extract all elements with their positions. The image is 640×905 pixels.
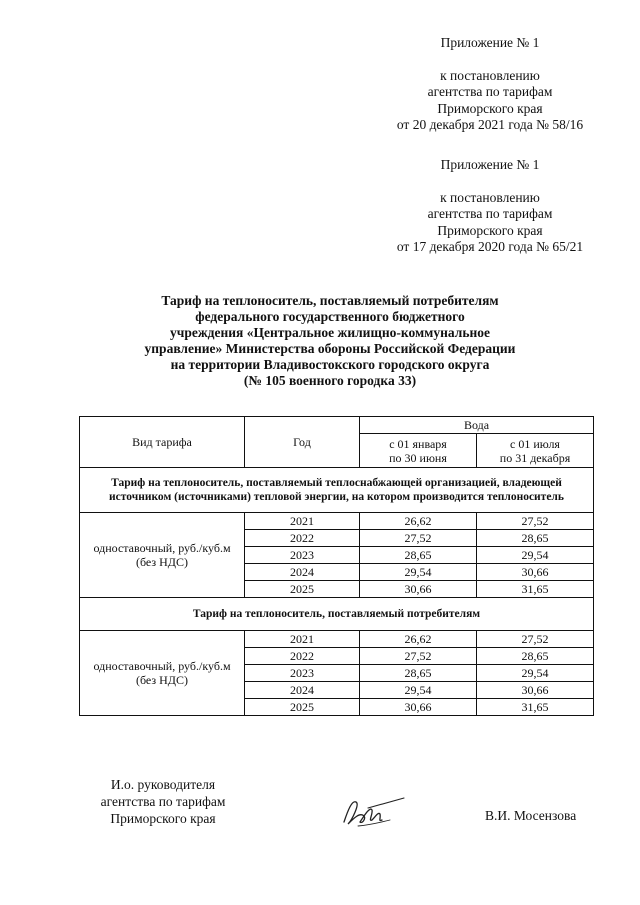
document-title [110, 293, 550, 389]
value-cell: 27,52 [477, 513, 594, 530]
year-cell: 2022 [245, 530, 360, 547]
value-cell: 29,54 [477, 547, 594, 564]
header-kind: Вид тарифа [80, 417, 245, 468]
appendix-line: к постановлению [440, 189, 540, 205]
role-line: Приморского края [110, 811, 216, 826]
section-title-row [80, 598, 594, 631]
appendix-line: Приморского края [437, 100, 543, 116]
period-1-end: по 30 июня [389, 450, 447, 465]
appendix-line: от 17 декабря 2020 года № 65/21 [396, 239, 584, 254]
period-1-start: с 01 января [389, 436, 447, 451]
title-line: управление» Министерства обороны Российской Федерации [144, 341, 516, 356]
section-title-row [80, 468, 594, 513]
appendix-line: агентства по тарифам [427, 206, 553, 221]
tariff-kind-line: одноставочный, руб./куб.м [93, 541, 231, 555]
tariff-kind-line: одноставочный, руб./куб.м [93, 659, 231, 673]
appendix-line: Приморского края [437, 222, 543, 238]
value-cell: 30,66 [477, 564, 594, 581]
year-cell: 2023 [245, 547, 360, 564]
table-row [80, 513, 594, 530]
value-cell: 26,62 [360, 631, 477, 648]
table-header-row [80, 417, 594, 434]
year-cell: 2025 [245, 699, 360, 716]
appendix-line: к постановлению [440, 67, 540, 83]
year-cell: 2023 [245, 665, 360, 682]
title-line: (№ 105 военного городка 33) [243, 373, 417, 388]
header-year: Год [245, 417, 360, 468]
value-cell: 30,66 [477, 682, 594, 699]
title-line: на территории Владивостокского городского округа [170, 357, 490, 372]
table-row [80, 631, 594, 648]
year-cell: 2022 [245, 648, 360, 665]
appendix-title: Приложение № 1 [440, 35, 540, 50]
year-cell: 2024 [245, 564, 360, 581]
tariff-kind-line: (без НДС) [135, 673, 188, 687]
value-cell: 29,54 [477, 665, 594, 682]
value-cell: 29,54 [360, 564, 477, 581]
value-cell: 27,52 [360, 648, 477, 665]
role-line: И.о. руководителя [110, 777, 216, 792]
tariff-kind [80, 513, 245, 598]
value-cell: 31,65 [477, 581, 594, 598]
appendix-line: агентства по тарифам [427, 84, 553, 99]
title-line: Тариф на теплоноситель, поставляемый потребителям [161, 293, 499, 308]
tariff-table [79, 416, 594, 716]
year-cell: 2025 [245, 581, 360, 598]
appendix-block-1 [380, 35, 600, 134]
value-cell: 26,62 [360, 513, 477, 530]
value-cell: 30,66 [360, 699, 477, 716]
signatory-role [88, 776, 238, 827]
section-title: Тариф на теплоноситель, поставляемый теплоснабжающей организацией, владеющей источником (источниками) тепловой энергии, на котором производится теплоноситель [80, 468, 594, 513]
value-cell: 28,65 [360, 665, 477, 682]
title-line: учреждения «Центральное жилищно-коммунальное [170, 325, 490, 340]
year-cell: 2024 [245, 682, 360, 699]
role-line: агентства по тарифам [100, 794, 226, 809]
section-title: Тариф на теплоноситель, поставляемый потребителям [80, 598, 594, 631]
title-line: федерального государственного бюджетного [195, 309, 465, 324]
value-cell: 28,65 [477, 648, 594, 665]
header-period-2 [477, 434, 594, 468]
signatory-name: В.И. Мосензова [485, 808, 577, 823]
appendix-block-2 [380, 157, 600, 256]
value-cell: 28,65 [360, 547, 477, 564]
value-cell: 27,52 [477, 631, 594, 648]
value-cell: 27,52 [360, 530, 477, 547]
handwritten-signature [338, 792, 408, 832]
period-2-start: с 01 июля [510, 436, 560, 451]
header-group: Вода [360, 417, 594, 434]
value-cell: 29,54 [360, 682, 477, 699]
value-cell: 31,65 [477, 699, 594, 716]
appendix-line: от 20 декабря 2021 года № 58/16 [396, 117, 584, 132]
period-2-end: по 31 декабря [499, 450, 571, 465]
year-cell: 2021 [245, 631, 360, 648]
tariff-kind-line: (без НДС) [135, 555, 188, 569]
header-period-1 [360, 434, 477, 468]
tariff-kind [80, 631, 245, 716]
value-cell: 28,65 [477, 530, 594, 547]
value-cell: 30,66 [360, 581, 477, 598]
year-cell: 2021 [245, 513, 360, 530]
appendix-title: Приложение № 1 [440, 157, 540, 172]
